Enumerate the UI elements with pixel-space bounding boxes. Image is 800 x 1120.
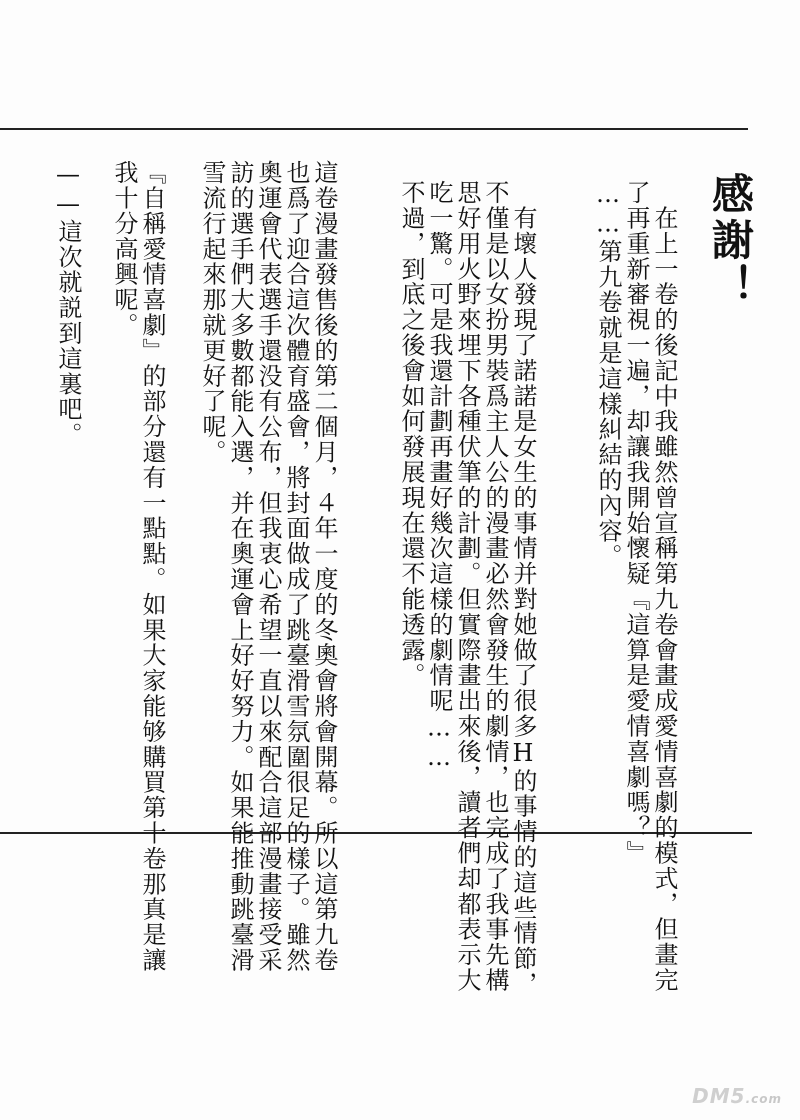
paragraph-3-line-2: 也爲了迎合這次體育盛會，將封面做成了跳臺滑雪氛圍很足的樣子。雖然 xyxy=(282,160,310,973)
paragraph-2-line-1: 有壞人發現了諾諾是女生的事情并對她做了很多H的事情的這些情節， xyxy=(509,180,537,997)
watermark-suffix: .com xyxy=(745,1092,782,1106)
paragraph-3-line-5: 雪流行起來那就更好了呢。 xyxy=(198,160,226,465)
paragraph-3 xyxy=(198,160,338,973)
paragraph-1-line-1: 在上一卷的後記中我雖然曾宣稱第九卷會畫成愛情喜劇的模式，但畫完 xyxy=(650,180,678,993)
site-watermark xyxy=(692,1084,782,1108)
paragraph-2-line-5: 不過，到底之後會如何發展現在還不能透露。 xyxy=(397,180,425,688)
closing-line-text: ——這次就説到這裏吧。 xyxy=(54,160,82,448)
paragraph-1-line-2: 了再重新審視一遍，却讓我開始懷疑『這算是愛情喜劇嗎？』 xyxy=(622,180,650,866)
paragraph-2-line-3: 思好用火野來埋下各種伏筆的計劃。但實際畫出來後，讀者們却都表示大 xyxy=(453,180,481,993)
paragraph-1-line-3: ……第九卷就是這樣糾結的內容。 xyxy=(594,180,622,569)
paragraph-3-line-1: 這卷漫畫發售後的第二個月，４年一度的冬奧會將會開幕。所以這第九卷 xyxy=(310,160,338,973)
paragraph-3-line-3: 奧運會代表選手還没有公布，但我衷心希望一直以來配合這部漫畫接受采 xyxy=(254,160,282,973)
paragraph-2-line-4: 吃一驚。可是我還計劃再畫好幾次這樣的劇情呢…… xyxy=(425,180,453,773)
paragraph-2 xyxy=(397,180,537,997)
paragraph-4-line-1: 『自稱愛情喜劇』的部分還有一點點。如果大家能够購買第十卷那真是讓 xyxy=(138,160,166,973)
paragraph-3-line-4: 訪的選手們大多數都能入選，并在奧運會上好好努力。如果能推動跳臺滑 xyxy=(226,160,254,973)
page-title: 感謝！ xyxy=(706,172,755,310)
paragraph-1 xyxy=(594,180,678,993)
paragraph-4-line-2: 我十分高興呢。 xyxy=(110,160,138,338)
top-rule-divider xyxy=(0,128,748,130)
paragraph-2-line-2: 不僅是以女扮男裝爲主人公的漫畫必然會發生的劇情，也完成了我事先構 xyxy=(481,180,509,993)
closing-line xyxy=(54,160,82,460)
paragraph-4 xyxy=(110,160,166,973)
watermark-logo: DM5 xyxy=(692,1084,746,1108)
